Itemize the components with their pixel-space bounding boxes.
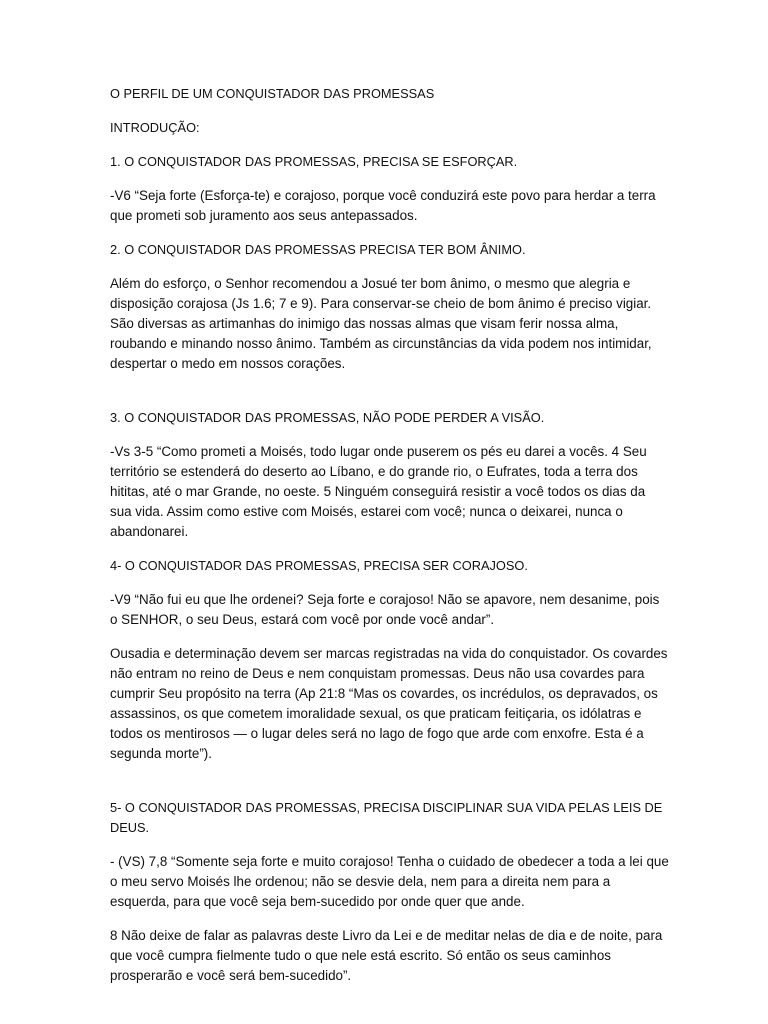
section-3-paragraph: -Vs 3-5 “Como prometi a Moisés, todo lugar onde puserem os pés eu darei a vocês. 4 Seu território se estenderá do deserto ao Líbano, e do grande rio, o Eufrates, toda a terra dos hititas, até o mar Grande, no oeste. 5 Ninguém conseguirá resistir a você todos os dias da sua vida. Assim como estive com Moisés, estarei com você; nunca o deixarei, nunca o abandonarei. — [110, 444, 647, 539]
section-3-heading: 3. O CONQUISTADOR DAS PROMESSAS, NÃO PODE PERDER A VISÃO. — [110, 410, 545, 425]
section-2-paragraph: Além do esforço, o Senhor recomendou a Josué ter bom ânimo, o mesmo que alegria e disposição corajosa (Js 1.6; 7 e 9). Para conservar-se cheio de bom ânimo é preciso vigiar. São diversas as artimanhas do inimigo das nossas almas que visam ferir nossa alma, roubando e minando nosso ânimo. Também as circunstâncias da vida podem nos intimidar, despertar o medo em nossos corações. — [110, 276, 652, 371]
section-1-paragraph: -V6 “Seja forte (Esforça-te) e corajoso, porque você conduzirá este povo para herdar a terra que prometi sob juramento aos seus antepassados. — [110, 188, 656, 223]
document-body — [110, 84, 670, 1000]
section-4-heading: 4- O CONQUISTADOR DAS PROMESSAS, PRECISA SER CORAJOSO. — [110, 558, 528, 573]
section-4-paragraph-2: Ousadia e determinação devem ser marcas registradas na vida do conquistador. Os covardes não entram no reino de Deus e nem conquistam promessas. Deus não usa covardes para cumprir Seu propósito na terra (Ap 21:8 “Mas os covardes, os incrédulos, os depravados, os assassinos, os que cometem imoralidade sexual, os que praticam feitiçaria, os idólatras e todos os mentirosos — o lugar deles será no lago de fogo que arde com enxofre. Esta é a segunda morte”). — [110, 646, 668, 761]
section-5-paragraph-1: - (VS) 7,8 “Somente seja forte e muito corajoso! Tenha o cuidado de obedecer a toda a lei que o meu servo Moisés lhe ordenou; não se desvie dela, nem para a direita nem para a esquerda, para que você seja bem-sucedido por onde quer que ande. — [110, 854, 669, 909]
intro-heading: INTRODUÇÃO: — [110, 120, 200, 135]
section-2-heading: 2. O CONQUISTADOR DAS PROMESSAS PRECISA TER BOM ÂNIMO. — [110, 242, 526, 257]
section-1-heading: 1. O CONQUISTADOR DAS PROMESSAS, PRECISA SE ESFORÇAR. — [110, 154, 518, 169]
section-5-heading: 5- O CONQUISTADOR DAS PROMESSAS, PRECISA DISCIPLINAR SUA VIDA PELAS LEIS DE DEUS. — [110, 800, 663, 835]
section-5-paragraph-2: 8 Não deixe de falar as palavras deste Livro da Lei e de meditar nelas de dia e de noite, para que você cumpra fielmente tudo o que nele está escrito. Só então os seus caminhos prosperarão e você será bem-sucedido”. — [110, 928, 663, 983]
section-4-paragraph-1: -V9 “Não fui eu que lhe ordenei? Seja forte e corajoso! Não se apavore, nem desanime, pois o SENHOR, o seu Deus, estará com você por onde você andar”. — [110, 592, 660, 627]
document-title: O PERFIL DE UM CONQUISTADOR DAS PROMESSAS — [110, 86, 435, 101]
